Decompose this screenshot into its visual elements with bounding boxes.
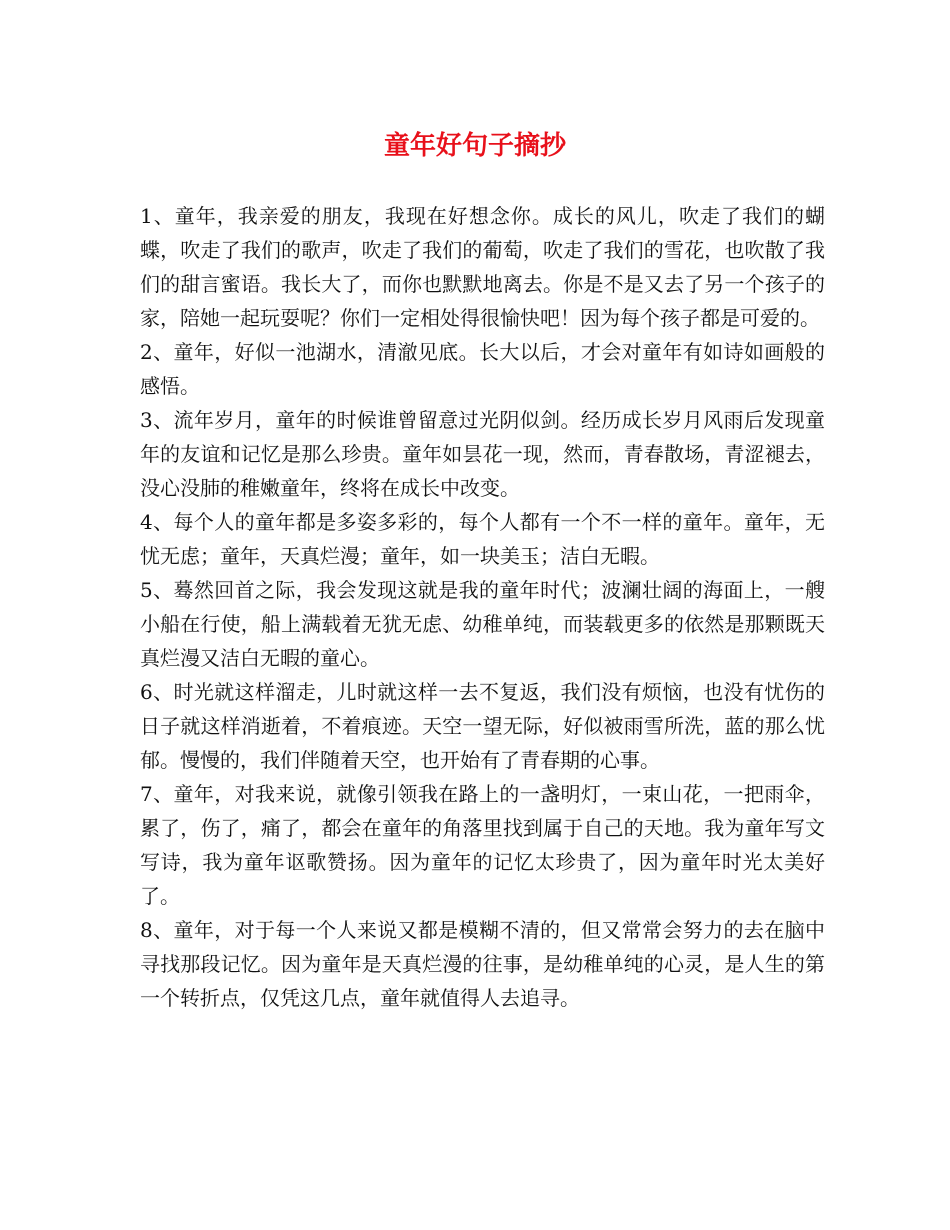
paragraph-5: 5、蓦然回首之际，我会发现这就是我的童年时代；波澜壮阔的海面上，一艘小船在行使，船上满载着无犹无虑、幼稚单纯，而装载更多的依然是那颗既天真烂漫又洁白无暇的童心。 xyxy=(140,578,825,670)
document-title: 童年好句子摘抄 xyxy=(383,131,566,161)
paragraph-4: 4、每个人的童年都是多姿多彩的，每个人都有一个不一样的童年。童年，无忧无虑；童年，天真烂漫；童年，如一块美玉；洁白无暇。 xyxy=(140,510,825,568)
paragraph-2: 2、童年，好似一池湖水，清澈见底。长大以后，才会对童年有如诗如画般的感悟。 xyxy=(140,340,825,398)
paragraph-1: 1、童年，我亲爱的朋友，我现在好想念你。成长的风儿，吹走了我们的蝴蝶，吹走了我们的歌声，吹走了我们的葡萄，吹走了我们的雪花，也吹散了我们的甜言蜜语。我长大了，而你也默默地离去。你是不是又去了另一个孩子的家，陪她一起玩耍呢？你们一定相处得很愉快吧！因为每个孩子都是可爱的。 xyxy=(140,204,825,330)
paragraph-3: 3、流年岁月，童年的时候谁曾留意过光阴似剑。经历成长岁月风雨后发现童年的友谊和记忆是那么珍贵。童年如昙花一现，然而，青春散场，青涩褪去，没心没肺的稚嫩童年，终将在成长中改变。 xyxy=(140,408,825,500)
document-body xyxy=(140,199,825,1015)
paragraph-7: 7、童年，对我来说，就像引领我在路上的一盏明灯，一束山花，一把雨伞，累了，伤了，痛了，都会在童年的角落里找到属于自己的天地。我为童年写文写诗，我为童年讴歌赞扬。因为童年的记忆太珍贵了，因为童年时光太美好了。 xyxy=(140,782,825,908)
paragraph-8: 8、童年，对于每一个人来说又都是模糊不清的，但又常常会努力的去在脑中寻找那段记忆。因为童年是天真烂漫的往事，是幼稚单纯的心灵，是人生的第一个转折点，仅凭这几点，童年就值得人去追寻。 xyxy=(140,918,825,1010)
paragraph-6: 6、时光就这样溜走，儿时就这样一去不复返，我们没有烦恼，也没有忧伤的日子就这样消逝着，不着痕迹。天空一望无际，好似被雨雪所洗，蓝的那么忧郁。慢慢的，我们伴随着天空，也开始有了青春期的心事。 xyxy=(140,680,825,772)
